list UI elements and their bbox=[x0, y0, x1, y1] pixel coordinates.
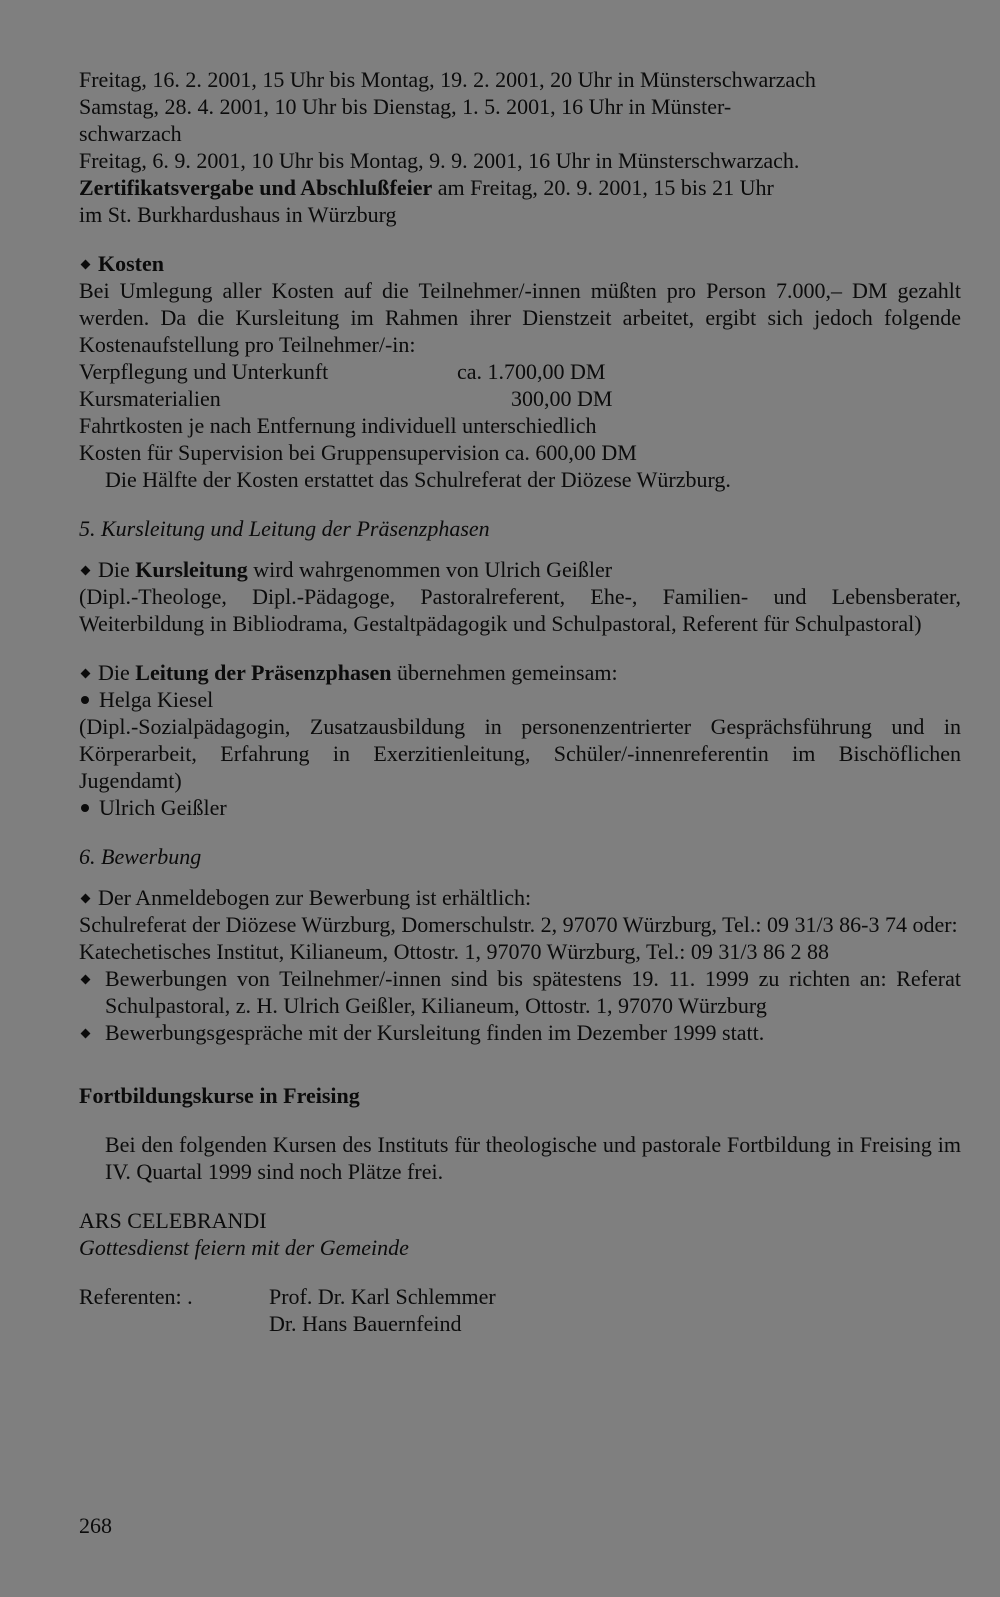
diamond-bullet-icon bbox=[81, 260, 91, 270]
referent-name: Prof. Dr. Karl Schlemmer bbox=[269, 1284, 496, 1309]
section-5-title: 5. Kursleitung und Leitung der Präsenzphasen bbox=[79, 516, 490, 541]
date-line-3: schwarzach bbox=[79, 121, 182, 146]
lead-post: wird wahrgenommen von Ulrich Geißler bbox=[247, 557, 613, 582]
certificate-bold: Zertifikatsvergabe und Abschlußfeier bbox=[79, 175, 433, 200]
date-line-1: Freitag, 16. 2. 2001, 15 Uhr bis Montag, 19. 2. 2001, 20 Uhr in Münsterschwarzach bbox=[79, 67, 816, 92]
cost-label: Kursmaterialien bbox=[79, 386, 221, 411]
diamond-bullet-icon bbox=[81, 1029, 91, 1039]
address-1: Schulreferat der Diözese Würzburg, Domerschulstr. 2, 97070 Würzburg, Tel.: 09 31/3 86-3 74 oder: bbox=[79, 912, 958, 937]
cost-value: 300,00 DM bbox=[511, 386, 613, 411]
certificate-line bbox=[79, 174, 961, 201]
deadline-text: Bewerbungen von Teilnehmer/-innen sind bis spätestens 19. 11. 1999 zu richten an: Referat Schulpastoral, z. H. Ulrich Geißler, Kilianeum, Ottostr. 1, 97070 Würzburg bbox=[105, 966, 961, 1018]
lead-pre: Die bbox=[98, 557, 136, 582]
freising-intro: Bei den folgenden Kursen des Instituts für theologische und pastorale Fortbildung in Freising im IV. Quartal 1999 sind noch Plätze frei. bbox=[105, 1132, 961, 1184]
supervision-costs: Kosten für Supervision bei Gruppensupervision ca. 600,00 DM bbox=[79, 440, 637, 465]
costs-heading: Kosten bbox=[98, 251, 164, 276]
person-2-name: Ulrich Geißler bbox=[99, 795, 227, 820]
travel-costs: Fahrtkosten je nach Entfernung individuell unterschiedlich bbox=[79, 413, 597, 438]
diamond-bullet-icon bbox=[81, 975, 91, 985]
person-1-name: Helga Kiesel bbox=[99, 687, 214, 712]
section-6-title: 6. Bewerbung bbox=[79, 844, 202, 869]
diamond-bullet-icon bbox=[81, 566, 91, 576]
course-title: ARS CELEBRANDI bbox=[79, 1208, 267, 1233]
person-1-line bbox=[79, 686, 961, 713]
freising-heading: Fortbildungskurse in Freising bbox=[79, 1083, 360, 1108]
page-content bbox=[79, 66, 961, 1337]
course-subtitle: Gottesdienst feiern mit der Gemeinde bbox=[79, 1235, 409, 1260]
course-lead-line bbox=[79, 556, 961, 583]
certificate-rest: am Freitag, 20. 9. 2001, 15 bis 21 Uhr bbox=[432, 175, 774, 200]
dot-bullet-icon bbox=[81, 804, 89, 812]
costs-refund: Die Hälfte der Kosten erstattet das Schulreferat der Diözese Würzburg. bbox=[105, 467, 731, 492]
cost-label: Verpflegung und Unterkunft bbox=[79, 359, 329, 384]
referent-name: Dr. Hans Bauernfeind bbox=[269, 1311, 462, 1336]
diamond-bullet-icon bbox=[81, 894, 91, 904]
phase-lead-line bbox=[79, 659, 961, 686]
certificate-location: im St. Burkhardushaus in Würzburg bbox=[79, 202, 397, 227]
date-line-2: Samstag, 28. 4. 2001, 10 Uhr bis Dienstag, 1. 5. 2001, 16 Uhr in Münster- bbox=[79, 94, 732, 119]
course-lead-detail: (Dipl.-Theologe, Dipl.-Pädagoge, Pastoralreferent, Ehe-, Familien- und Lebensberater, Weiterbildung in Bibliodrama, Gestaltpädagogik und Schulpastoral, Referent für Schulpastoral) bbox=[79, 584, 961, 636]
phase-bold: Leitung der Präsenzphasen bbox=[135, 660, 392, 685]
cost-row-accommodation bbox=[79, 358, 961, 385]
person-2-line bbox=[79, 794, 961, 821]
costs-intro: Bei Umlegung aller Kosten auf die Teilnehmer/-innen müßten pro Person 7.000,– DM gezahlt werden. Da die Kursleitung im Rahmen ihrer Dienstzeit arbeitet, ergibt sich jedoch folgende Kostenaufstellung pro Teilnehmer/-in: bbox=[79, 278, 961, 357]
cost-value: ca. 1.700,00 DM bbox=[457, 359, 606, 384]
person-1-detail: (Dipl.-Sozialpädagogin, Zusatzausbildung in personenzentrierter Gesprächsführung und in Körperarbeit, Erfahrung in Exerzitienleitung, Schüler/-innenreferentin im Bischöflichen Jugendamt) bbox=[79, 714, 961, 793]
diamond-bullet-icon bbox=[81, 669, 91, 679]
phase-pre: Die bbox=[98, 660, 136, 685]
dot-bullet-icon bbox=[81, 696, 89, 704]
referents-row-1 bbox=[79, 1283, 961, 1310]
interviews-item bbox=[79, 1019, 961, 1046]
page-number: 268 bbox=[79, 1513, 112, 1538]
address-2: Katechetisches Institut, Kilianeum, Ottostr. 1, 97070 Würzburg, Tel.: 09 31/3 86 2 88 bbox=[79, 939, 830, 964]
referents-label: Referenten: . bbox=[79, 1284, 193, 1309]
form-intro-line bbox=[79, 884, 961, 911]
costs-heading-line bbox=[79, 250, 961, 277]
phase-post: übernehmen gemeinsam: bbox=[391, 660, 618, 685]
interviews-text: Bewerbungsgespräche mit der Kursleitung finden im Dezember 1999 statt. bbox=[105, 1020, 765, 1045]
lead-bold: Kursleitung bbox=[135, 557, 248, 582]
form-intro: Der Anmeldebogen zur Bewerbung ist erhältlich: bbox=[98, 885, 532, 910]
date-line-4: Freitag, 6. 9. 2001, 10 Uhr bis Montag, 9. 9. 2001, 16 Uhr in Münsterschwarzach. bbox=[79, 148, 800, 173]
cost-row-materials bbox=[79, 385, 961, 412]
deadline-item bbox=[79, 965, 961, 1019]
referents-row-2 bbox=[79, 1310, 961, 1337]
